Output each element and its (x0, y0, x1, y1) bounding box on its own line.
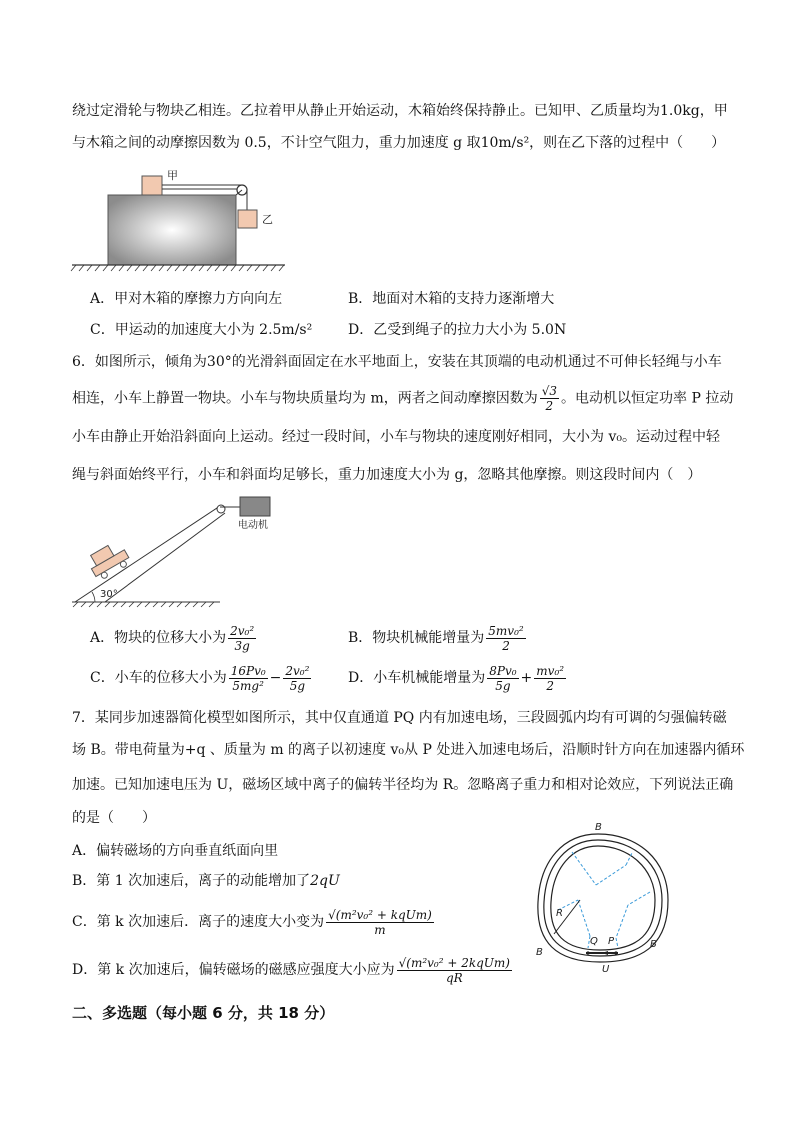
q6-option-c-text: C．小车的位移大小为 (90, 670, 227, 686)
label-jia: 甲 (167, 169, 178, 182)
q5-option-a: A．甲对木箱的摩擦力方向向左 (90, 291, 283, 307)
label-B-left: B (536, 947, 543, 958)
friction-num: √3 (541, 384, 558, 398)
q5-option-c: C．甲运动的加速度大小为 2.5m/s² (90, 322, 313, 338)
q7-option-c-text: C．第 k 次加速后．离子的速度大小变为 (72, 914, 325, 930)
q5-line-1: 绕过定滑轮与物块乙相连。乙拉着甲从静止开始运动，木箱始终保持静止。已知甲、乙质量均为1.0kg，甲 (72, 103, 728, 119)
block-yi (238, 210, 257, 228)
q6-d-num1: 8Pv₀ (489, 663, 517, 678)
q6-option-a (90, 622, 258, 654)
q6-c-den1: 5mg² (232, 678, 264, 693)
q5-option-d: D．乙受到绳子的拉力大小为 5.0N (348, 322, 567, 338)
q7-option-d-text: D．第 k 次加速后，偏转磁场的磁感应强度大小应为 (72, 962, 395, 978)
q6-a-den: 3g (234, 638, 250, 653)
wooden-box (108, 195, 236, 265)
q5-line-2: 与木箱之间的动摩擦因数为 0.5，不计空气阻力，重力加速度 g 取10m/s²，则在乙下落的过程中（ ） (72, 135, 726, 151)
q6-d-den2: 2 (546, 678, 554, 693)
q7-line-4: 的是（ ） (72, 810, 156, 826)
q6-option-a-frac (228, 624, 256, 653)
q6-d-num2: mv₀² (536, 663, 565, 678)
q7-option-b (72, 871, 340, 891)
motor-label: 电动机 (238, 520, 268, 531)
q6-option-b-text: B．物块机械能增量为 (348, 630, 485, 646)
motor-box (240, 497, 270, 516)
q6-c-num1: 16Pv₀ (230, 663, 266, 678)
q6-option-d-frac-1 (487, 664, 518, 693)
q6-option-c-frac-2 (283, 664, 311, 693)
q7-option-d (72, 952, 514, 988)
q6-option-d-frac-2 (534, 664, 566, 693)
q7-option-a: A．偏转磁场的方向垂直纸面向里 (72, 843, 279, 859)
q6-c-op: − (269, 670, 282, 686)
label-B-top: B (595, 822, 602, 833)
q6-option-c-frac-1 (229, 664, 268, 693)
q7-option-c-frac (326, 908, 434, 937)
q6-option-c (90, 662, 313, 694)
motor-figure (220, 493, 280, 533)
q7-line-3: 加速。已知加速电压为 U，磁场区域中离子的偏转半径均为 R。忽略离子重力和相对论效应，下列说法正确 (72, 777, 734, 793)
q6-option-b (348, 622, 528, 654)
q7-option-b-text: B．第 1 次加速后，离子的动能增加了 (72, 873, 311, 889)
q6-c-den2: 5g (289, 678, 306, 693)
q6-line-2 (72, 384, 733, 413)
q6-d-den1: 5g (495, 678, 511, 693)
q7-line-2: 场 B。带电荷量为+q 、质量为 m 的离子以初速度 v₀从 P 处进入加速电场后，沿顺时针方向在加速器内循环 (72, 742, 745, 758)
q6-a-num: 2v₀² (230, 623, 255, 638)
friction-fraction (540, 384, 559, 413)
q6-d-op: + (520, 670, 533, 686)
q7-option-d-frac (397, 956, 512, 985)
q5-figure (70, 165, 290, 275)
q6-option-d (348, 662, 568, 694)
q7-c-den: m (374, 922, 386, 937)
block-jia (142, 176, 162, 195)
q6-line-4: 绳与斜面始终平行，小车和斜面均足够长，重力加速度大小为 g，忽略其他摩擦。则这段时间内（ ） (72, 467, 702, 483)
q5-option-b: B．地面对木箱的支持力逐渐增大 (348, 291, 555, 307)
direction-arrow (602, 951, 608, 955)
q6-option-d-text: D．小车机械能增量为 (348, 670, 486, 686)
q6-line-2b: 。电动机以恒定功率 P 拉动 (561, 390, 734, 407)
q7-accelerator-figure (528, 820, 678, 980)
label-B-right: B (650, 939, 657, 950)
q7-option-c (72, 904, 436, 940)
label-P: P (608, 936, 615, 947)
q7-d-den: qR (445, 970, 463, 985)
q6-b-den: 2 (502, 638, 510, 653)
angle-label: 30° (100, 589, 118, 600)
q6-option-a-text: A．物块的位移大小为 (90, 630, 227, 646)
label-R: R (556, 908, 563, 919)
friction-den: 2 (545, 399, 554, 413)
q6-line-3: 小车由静止开始沿斜面向上运动。经过一段时间，小车与物块的速度刚好相同，大小为 v₀。运动过程中轻 (72, 429, 720, 445)
q6-c-num2: 2v₀² (285, 663, 310, 678)
q6-option-b-frac (486, 624, 525, 653)
q7-option-b-value: 2qU (310, 873, 340, 889)
q6-figure (70, 493, 230, 608)
q6-line-2a: 相连，小车上静置一物块。小车与物块质量均为 m，两者之间动摩擦因数为 (72, 390, 538, 407)
q7-line-1: 7．某同步加速器简化模型如图所示，其中仅直通道 PQ 内有加速电场，三段圆弧内均有可调的匀强偏转磁 (72, 710, 727, 726)
section-2-heading: 二、多选题（每小题 6 分，共 18 分） (72, 1004, 335, 1022)
label-U: U (602, 964, 610, 975)
q7-d-num: √(m²v₀² + 2kqUm) (398, 955, 510, 970)
q7-c-num: √(m²v₀² + kqUm) (328, 907, 432, 922)
q6-b-num: 5mv₀² (488, 623, 524, 638)
q6-line-1: 6．如图所示，倾角为30°的光滑斜面固定在水平地面上，安装在其顶端的电动机通过不可伸长轻绳与小车 (72, 354, 722, 370)
label-yi: 乙 (262, 213, 273, 226)
label-Q: Q (590, 936, 598, 947)
